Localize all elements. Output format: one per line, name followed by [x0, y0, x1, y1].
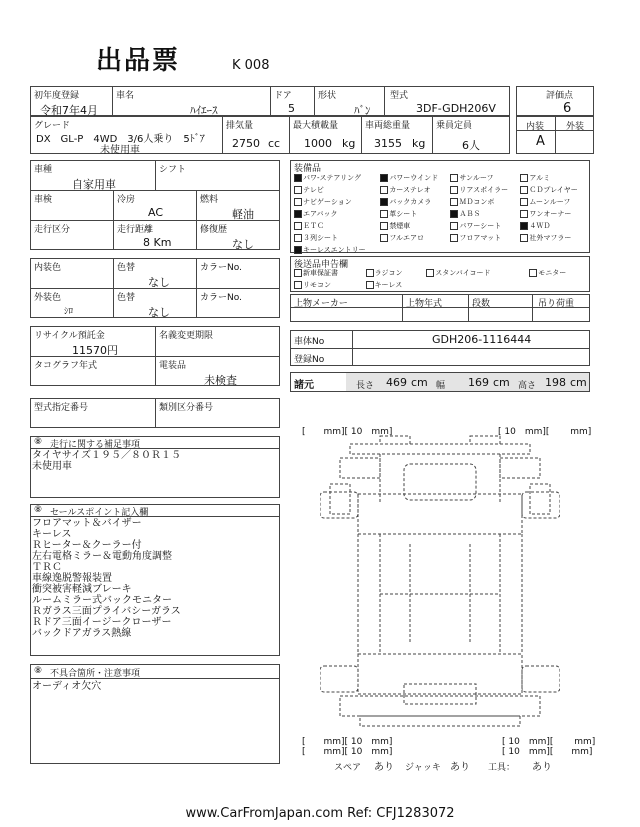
- cc-value: 2750: [232, 137, 260, 150]
- correction-line-1: タイヤサイズ１９５／８０Ｒ１５: [32, 450, 181, 461]
- interior-label: 内装: [526, 122, 545, 132]
- len-label: 長さ: [356, 381, 375, 391]
- mileage-label: 走行距離: [117, 225, 154, 235]
- spec-label: 諸元: [294, 380, 314, 391]
- load-label: 最大積載量: [293, 121, 339, 131]
- jack-label: ジャッキ: [405, 763, 441, 773]
- equipment-title: 装備品: [294, 164, 322, 174]
- equipment-item: [292, 196, 378, 208]
- unchecked-box-icon: [294, 186, 302, 194]
- ext-colorno-label: カラーNo.: [200, 293, 242, 303]
- regno-label: 登録No: [294, 355, 325, 365]
- equipment-item-label: 革シート: [389, 210, 418, 218]
- name-value: ﾊｲｴｰｽ: [190, 104, 218, 117]
- int-color-label: 内装色: [34, 263, 62, 273]
- equipment-item: [378, 172, 448, 184]
- model-value: 3DF-GDH206V: [416, 102, 496, 115]
- wid-label: 幅: [436, 381, 446, 391]
- tyre-bot-right: [ 10 mm][ mm]: [502, 737, 596, 747]
- equipment-item-label: 禁煙車: [389, 222, 411, 230]
- sales-line: フロアマット＆バイザー: [32, 518, 142, 529]
- checked-box-icon: [294, 174, 302, 182]
- after-table: [292, 267, 588, 291]
- recycle-label: リサイクル預託金: [34, 331, 105, 341]
- unchecked-box-icon: [380, 234, 388, 242]
- equipment-item-label: ３列シート: [303, 234, 338, 242]
- tacho-label: タコグラフ年式: [34, 361, 98, 371]
- equipment-item-label: ＥＴＣ: [303, 222, 324, 230]
- classno-label: 類別区分番号: [159, 403, 214, 413]
- after-item-label: リモコン: [303, 281, 331, 289]
- sales-line: 左右電格ミラー＆電動角度調整: [32, 551, 172, 562]
- equipment-item-label: パワ-ステアリング: [303, 174, 361, 182]
- equipment-item-label: パワーウインド: [389, 174, 439, 182]
- equipment-table: [292, 172, 588, 256]
- sales-line: Ｒドア三面イージークローザー: [32, 617, 172, 628]
- load-value: 1000: [304, 137, 332, 150]
- after-item: [292, 267, 364, 279]
- equipment-item: [292, 184, 378, 196]
- equipment-item: [378, 220, 448, 232]
- equipment-item: [292, 244, 378, 256]
- grade-value-2: 未使用車: [100, 145, 140, 156]
- equipment-item: [292, 220, 378, 232]
- history-label: 修復歴: [200, 225, 228, 235]
- equipment-item: [448, 208, 518, 220]
- lift-label: 吊り荷重: [538, 299, 575, 309]
- equipment-item: [292, 232, 378, 244]
- equipment-item-label: ナビゲーション: [303, 198, 352, 206]
- equipment-item: [518, 220, 588, 232]
- after-item: [292, 279, 364, 291]
- unchecked-box-icon: [520, 186, 528, 194]
- weight-value: 3155: [374, 137, 402, 150]
- sales-line: バックドアガラス熱線: [32, 628, 132, 639]
- equipment-item: [448, 220, 518, 232]
- tyre-top-left: [ mm][ 10 mm]: [302, 427, 393, 437]
- sales-line: ＴＲＣ: [32, 562, 62, 573]
- load-unit: kg: [342, 137, 356, 150]
- section-label: 走行区分: [34, 225, 71, 235]
- equipment-item: [518, 172, 588, 184]
- checked-box-icon: [294, 210, 302, 218]
- unchecked-box-icon: [380, 210, 388, 218]
- sales-line: 衝突被害軽減ブレーキ: [32, 584, 132, 595]
- recycle-value: 11570円: [72, 344, 118, 357]
- spare-label: スペア: [334, 763, 362, 773]
- equipment-item-label: フロアマット: [459, 234, 502, 242]
- sales-line: キーレス: [32, 529, 72, 540]
- checked-box-icon: [294, 246, 302, 254]
- unchecked-box-icon: [294, 222, 302, 230]
- name-label: 車名: [116, 91, 135, 101]
- unchecked-box-icon: [366, 269, 374, 277]
- drive-label: 車検: [34, 195, 53, 205]
- correction-title: 走行に関する補足事項: [50, 440, 141, 450]
- wid-value: 169: [468, 376, 489, 389]
- ac-value: AC: [148, 206, 164, 219]
- equipment-item-label: ＭＤコンボ: [459, 198, 495, 206]
- equipment-item: [448, 184, 518, 196]
- ext-colorchange-value: なし: [148, 306, 170, 319]
- electric-value: 未検査: [204, 374, 237, 387]
- equipment-item-label: ４ＷＤ: [529, 222, 551, 230]
- tyre-bot2-left: [ mm][ 10 mm]: [302, 747, 393, 757]
- unchecked-box-icon: [529, 269, 537, 277]
- score-value: 6: [563, 101, 572, 116]
- unchecked-box-icon: [294, 198, 302, 206]
- unchecked-box-icon: [520, 210, 528, 218]
- tool-value: あり: [532, 762, 552, 773]
- after-item-label: キーレス: [374, 281, 403, 289]
- unchecked-box-icon: [450, 186, 458, 194]
- unchecked-box-icon: [520, 174, 528, 182]
- tool-label: 工具：: [488, 763, 516, 773]
- history-value: なし: [232, 238, 254, 251]
- len-value: 469: [386, 376, 407, 389]
- checked-box-icon: [380, 198, 388, 206]
- equipment-item-label: リアスポイラー: [459, 186, 509, 194]
- unchecked-box-icon: [450, 222, 458, 230]
- equipment-item: [518, 208, 588, 220]
- electric-label: 電装品: [159, 361, 187, 371]
- equipment-item: [518, 196, 588, 208]
- equipment-item-label: パワーシート: [459, 222, 502, 230]
- defect-box: [30, 664, 280, 764]
- after-item: [364, 279, 425, 291]
- unchecked-box-icon: [426, 269, 434, 277]
- shape-label: 形状: [318, 91, 337, 101]
- shape-value: ﾊﾞﾝ: [354, 104, 371, 117]
- int-colorchange-label: 色替: [117, 263, 136, 273]
- kind-value: 自家用車: [72, 178, 116, 191]
- model-label: 型式: [390, 91, 409, 101]
- defect-mark: ⑧: [34, 666, 43, 676]
- vin-label: 車体No: [294, 337, 325, 347]
- sales-mark: ⑧: [34, 505, 43, 515]
- tyre-bot-left: [ mm][ 10 mm]: [302, 737, 393, 747]
- after-item-label: ラジコン: [374, 269, 403, 277]
- lot-number: K 008: [232, 58, 270, 73]
- after-item-label: モニター: [538, 269, 567, 277]
- after-item: [364, 267, 425, 279]
- unchecked-box-icon: [450, 198, 458, 206]
- hei-value: 198: [545, 376, 566, 389]
- door-value: 5: [288, 102, 295, 115]
- equipment-item-label: エアバック: [303, 210, 338, 218]
- spare-value: あり: [374, 762, 394, 773]
- unchecked-box-icon: [294, 281, 302, 289]
- after-title: 後送品申告欄: [294, 260, 349, 270]
- equipment-item: [378, 184, 448, 196]
- exterior-label: 外装: [566, 122, 585, 132]
- kind-label: 車種: [34, 165, 53, 175]
- wid-unit: cm: [493, 376, 510, 389]
- vin-value: GDH206-1116444: [432, 333, 532, 346]
- equipment-item: [378, 232, 448, 244]
- unchecked-box-icon: [380, 186, 388, 194]
- checked-box-icon: [380, 174, 388, 182]
- score-label: 評価点: [546, 91, 574, 101]
- cc-unit: cc: [268, 137, 281, 150]
- reg-value: 令和7年4月: [40, 104, 98, 117]
- cap-label: 乗員定員: [436, 121, 473, 131]
- ext-color-value: ｼﾛ: [64, 307, 74, 317]
- equipment-item-label: ワンオーナー: [529, 210, 572, 218]
- equipment-item-label: キーレスエントリー: [303, 246, 366, 254]
- len-unit: cm: [411, 376, 428, 389]
- after-item-label: 新車保証書: [303, 269, 338, 277]
- equipment-item: [448, 232, 518, 244]
- checked-box-icon: [450, 210, 458, 218]
- equipment-item: [292, 172, 378, 184]
- defect-line-1: オーディオ欠穴: [32, 681, 102, 692]
- int-colorchange-value: なし: [148, 276, 170, 289]
- weight-unit: kg: [412, 137, 426, 150]
- equipment-item: [518, 184, 588, 196]
- unchecked-box-icon: [294, 234, 302, 242]
- unchecked-box-icon: [520, 234, 528, 242]
- equipment-item-label: バックカメラ: [389, 198, 432, 206]
- sales-title: セールスポイント記入欄: [50, 508, 149, 518]
- after-item: [424, 267, 527, 279]
- cap-value: 6人: [462, 139, 480, 152]
- equipment-item: [292, 208, 378, 220]
- name-change-label: 名義変更期限: [159, 331, 214, 341]
- equipment-item: [448, 196, 518, 208]
- maker-label: 上物メーカー: [294, 299, 348, 309]
- reg-label: 初年度登録: [34, 91, 80, 101]
- equipment-item-label: アルミ: [529, 174, 551, 182]
- equipment-item: [448, 172, 518, 184]
- interior-value: A: [536, 134, 545, 149]
- correction-line-2: 未使用車: [32, 461, 72, 472]
- sales-line: Ｒヒーター＆クーラー付: [32, 540, 142, 551]
- fuel-label: 燃料: [200, 195, 219, 205]
- grade-label: グレード: [34, 121, 71, 131]
- ac-label: 冷房: [117, 195, 136, 205]
- equipment-item-label: テレビ: [303, 186, 324, 194]
- vehicle-diagram: [320, 434, 560, 730]
- equipment-item: [518, 232, 588, 244]
- door-label: ドア: [274, 91, 292, 101]
- shift-label: シフト: [159, 165, 187, 175]
- tyre-bot2-right: [ 10 mm][ mm]: [502, 747, 593, 757]
- checked-box-icon: [520, 222, 528, 230]
- page-title: 出品票: [96, 46, 181, 76]
- weight-label: 車両総重量: [365, 121, 411, 131]
- sales-line: ルームミラー式バックモニター: [32, 595, 172, 606]
- unchecked-box-icon: [366, 281, 374, 289]
- ext-color-label: 外装色: [34, 293, 62, 303]
- unchecked-box-icon: [450, 174, 458, 182]
- equipment-item-label: カーステレオ: [389, 186, 431, 194]
- grade-value: DX GL-P 4WD 3/6人乗り 5ﾄﾞｱ: [36, 134, 205, 145]
- after-item-label: スタンバイコード: [435, 269, 491, 277]
- equipment-item-label: 社外マフラー: [529, 234, 572, 242]
- tyre-top-right: [ 10 mm][ mm]: [498, 427, 592, 437]
- unchecked-box-icon: [380, 222, 388, 230]
- typeno-label: 型式指定番号: [34, 403, 89, 413]
- after-item: [527, 267, 588, 279]
- year-label: 上物年式: [406, 299, 443, 309]
- ext-colorchange-label: 色替: [117, 293, 136, 303]
- footer-text: www.CarFromJapan.com Ref: CFJ1283072: [185, 806, 455, 821]
- unchecked-box-icon: [520, 198, 528, 206]
- int-colorno-label: カラーNo.: [200, 263, 242, 273]
- mileage-value: 8 Km: [143, 236, 172, 249]
- equipment-item-label: フルエアロ: [389, 234, 425, 242]
- unchecked-box-icon: [450, 234, 458, 242]
- equipment-item: [378, 208, 448, 220]
- correction-mark: ⑧: [34, 437, 43, 447]
- sales-line: Ｒガラス三面プライバシーガラス: [32, 606, 181, 617]
- sales-line: 車線逸脱警報装置: [32, 573, 112, 584]
- steps-label: 段数: [472, 299, 491, 309]
- defect-title: 不具合箇所・注意事項: [50, 669, 141, 679]
- equipment-item-label: ＣＤプレイヤー: [529, 186, 578, 194]
- equipment-item-label: サンルーフ: [459, 174, 494, 182]
- hei-label: 高さ: [518, 381, 537, 391]
- hei-unit: cm: [570, 376, 587, 389]
- equipment-item: [378, 196, 448, 208]
- cc-label: 排気量: [226, 121, 254, 131]
- equipment-item-label: ＡＢＳ: [459, 210, 481, 218]
- equipment-item-label: ムーンルーフ: [529, 198, 571, 206]
- fuel-value: 軽油: [232, 208, 254, 221]
- unchecked-box-icon: [294, 269, 302, 277]
- jack-value: あり: [450, 762, 470, 773]
